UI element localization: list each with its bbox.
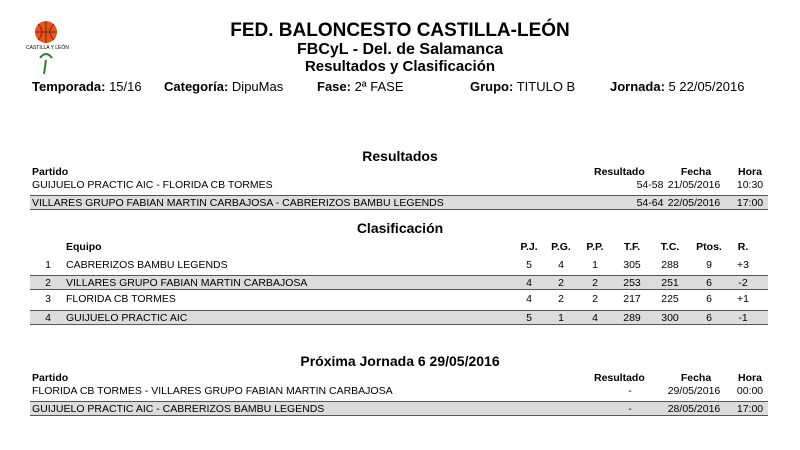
resultado-cell: 54-58: [636, 179, 664, 191]
pp-cell: 2: [592, 293, 598, 305]
clasificacion-header-ptos: Ptos.: [696, 241, 722, 253]
clasificacion-header-tf: T.F.: [623, 241, 641, 253]
partido-cell: FLORIDA CB TORMES - VILLARES GRUPO FABIAN MARTIN CARBAJOSA: [32, 385, 393, 397]
equipo-cell: GUIJUELO PRACTIC AIC: [66, 312, 188, 324]
page-subtitle: FBCyL - Del. de Salamanca: [297, 41, 503, 58]
pj-cell: 4: [526, 293, 532, 305]
jornada-label: Jornada:: [610, 79, 665, 94]
hora-cell: 10:30: [736, 179, 764, 191]
pg-cell: 2: [558, 277, 564, 289]
table-row: [30, 275, 768, 290]
ptos-cell: 9: [706, 259, 712, 271]
r-cell: -2: [738, 277, 748, 289]
resultados-header-partido: Partido: [32, 166, 69, 178]
partido-cell: GUIJUELO PRACTIC AIC - FLORIDA CB TORMES: [32, 179, 273, 191]
proxima-header-fecha: Fecha: [680, 372, 712, 384]
tf-cell: 217: [623, 293, 641, 305]
pj-cell: 5: [526, 312, 532, 324]
tc-cell: 300: [661, 312, 679, 324]
proxima-header-partido: Partido: [32, 372, 69, 384]
fecha-cell: 22/05/2016: [667, 197, 721, 209]
grupo-value: TITULO B: [516, 79, 576, 94]
temporada-value: 15/16: [109, 79, 142, 94]
clasificacion-header-equipo: Equipo: [66, 241, 102, 253]
fecha-cell: 29/05/2016: [667, 385, 721, 397]
resultado-cell: -: [628, 385, 632, 397]
clasificacion-header-pp: P.P.: [586, 241, 604, 253]
equipo-cell: CABRERIZOS BAMBU LEGENDS: [66, 259, 228, 271]
clasificacion-title: Clasificación: [356, 220, 444, 236]
temporada-label: Temporada:: [32, 79, 106, 94]
grupo-label: Grupo:: [470, 79, 514, 94]
r-cell: +1: [737, 293, 749, 305]
jornada-value: 5 22/05/2016: [668, 79, 745, 94]
resultado-cell: -: [628, 403, 632, 415]
pg-cell: 2: [558, 293, 564, 305]
ptos-cell: 6: [706, 293, 712, 305]
fecha-cell: 28/05/2016: [667, 403, 721, 415]
pp-cell: 4: [592, 312, 598, 324]
equipo-cell: VILLARES GRUPO FABIAN MARTIN CARBAJOSA: [66, 277, 308, 289]
pos-cell: 1: [45, 259, 51, 271]
partido-cell: GUIJUELO PRACTIC AIC - CABRERIZOS BAMBU LEGENDS: [32, 403, 325, 415]
resultados-header-hora: Hora: [738, 166, 762, 178]
tf-cell: 305: [623, 259, 641, 271]
pos-cell: 2: [45, 277, 51, 289]
clasificacion-header-pj: P.J.: [520, 241, 538, 253]
tf-cell: 289: [623, 312, 641, 324]
pg-cell: 1: [558, 312, 564, 324]
proxima-header-resultado: Resultado: [594, 372, 645, 384]
pj-cell: 5: [526, 259, 532, 271]
table-row: [30, 310, 768, 325]
tc-cell: 288: [661, 259, 679, 271]
jornada-field: [610, 79, 744, 94]
ptos-cell: 6: [706, 277, 712, 289]
resultados-header-fecha: Fecha: [680, 166, 712, 178]
fecha-cell: 21/05/2016: [667, 179, 721, 191]
table-row: [30, 292, 768, 307]
pp-cell: 1: [592, 259, 598, 271]
clasificacion-header-r: R.: [737, 241, 749, 253]
federation-logo: [26, 20, 69, 76]
clasificacion-header-tc: T.C.: [660, 241, 680, 253]
resultado-cell: 54-64: [636, 197, 664, 209]
r-cell: +3: [737, 259, 749, 271]
logo-text: CASTILLA Y LEÓN: [26, 45, 69, 51]
clasificacion-header-pg: P.G.: [551, 241, 571, 253]
table-row: [30, 178, 768, 193]
tc-cell: 251: [661, 277, 679, 289]
page-subtitle-2: Resultados y Clasificación: [304, 58, 496, 75]
pp-cell: 2: [592, 277, 598, 289]
tf-cell: 253: [623, 277, 641, 289]
ptos-cell: 6: [706, 312, 712, 324]
fase-value: 2ª FASE: [354, 79, 404, 94]
table-row: [30, 195, 768, 210]
tc-cell: 225: [661, 293, 679, 305]
pos-cell: 4: [45, 312, 51, 324]
partido-cell: VILLARES GRUPO FABIAN MARTIN CARBAJOSA - CABRERIZOS BAMBU LEGENDS: [32, 197, 444, 209]
pj-cell: 4: [526, 277, 532, 289]
resultados-header-resultado: Resultado: [594, 166, 645, 178]
pos-cell: 3: [45, 293, 51, 305]
categoria-label: Categoría:: [164, 79, 229, 94]
categoria-value: DipuMas: [231, 79, 284, 94]
categoria-field: [164, 79, 283, 94]
resultados-title: Resultados: [362, 148, 438, 164]
table-row: [30, 401, 768, 416]
table-row: [30, 384, 768, 399]
equipo-cell: FLORIDA CB TORMES: [66, 293, 176, 305]
table-row: [30, 258, 768, 273]
temporada-field: [32, 79, 142, 94]
fase-field: [317, 79, 403, 94]
grupo-field: [470, 79, 575, 94]
fase-label: Fase:: [317, 79, 351, 94]
hora-cell: 17:00: [736, 197, 764, 209]
page-title: FED. BALONCESTO CASTILLA-LEÓN: [230, 20, 570, 41]
proxima-title: Próxima Jornada 6 29/05/2016: [300, 353, 500, 369]
proxima-header-hora: Hora: [738, 372, 762, 384]
pg-cell: 4: [558, 259, 564, 271]
hora-cell: 00:00: [736, 385, 764, 397]
hora-cell: 17:00: [736, 403, 764, 415]
r-cell: -1: [738, 312, 748, 324]
